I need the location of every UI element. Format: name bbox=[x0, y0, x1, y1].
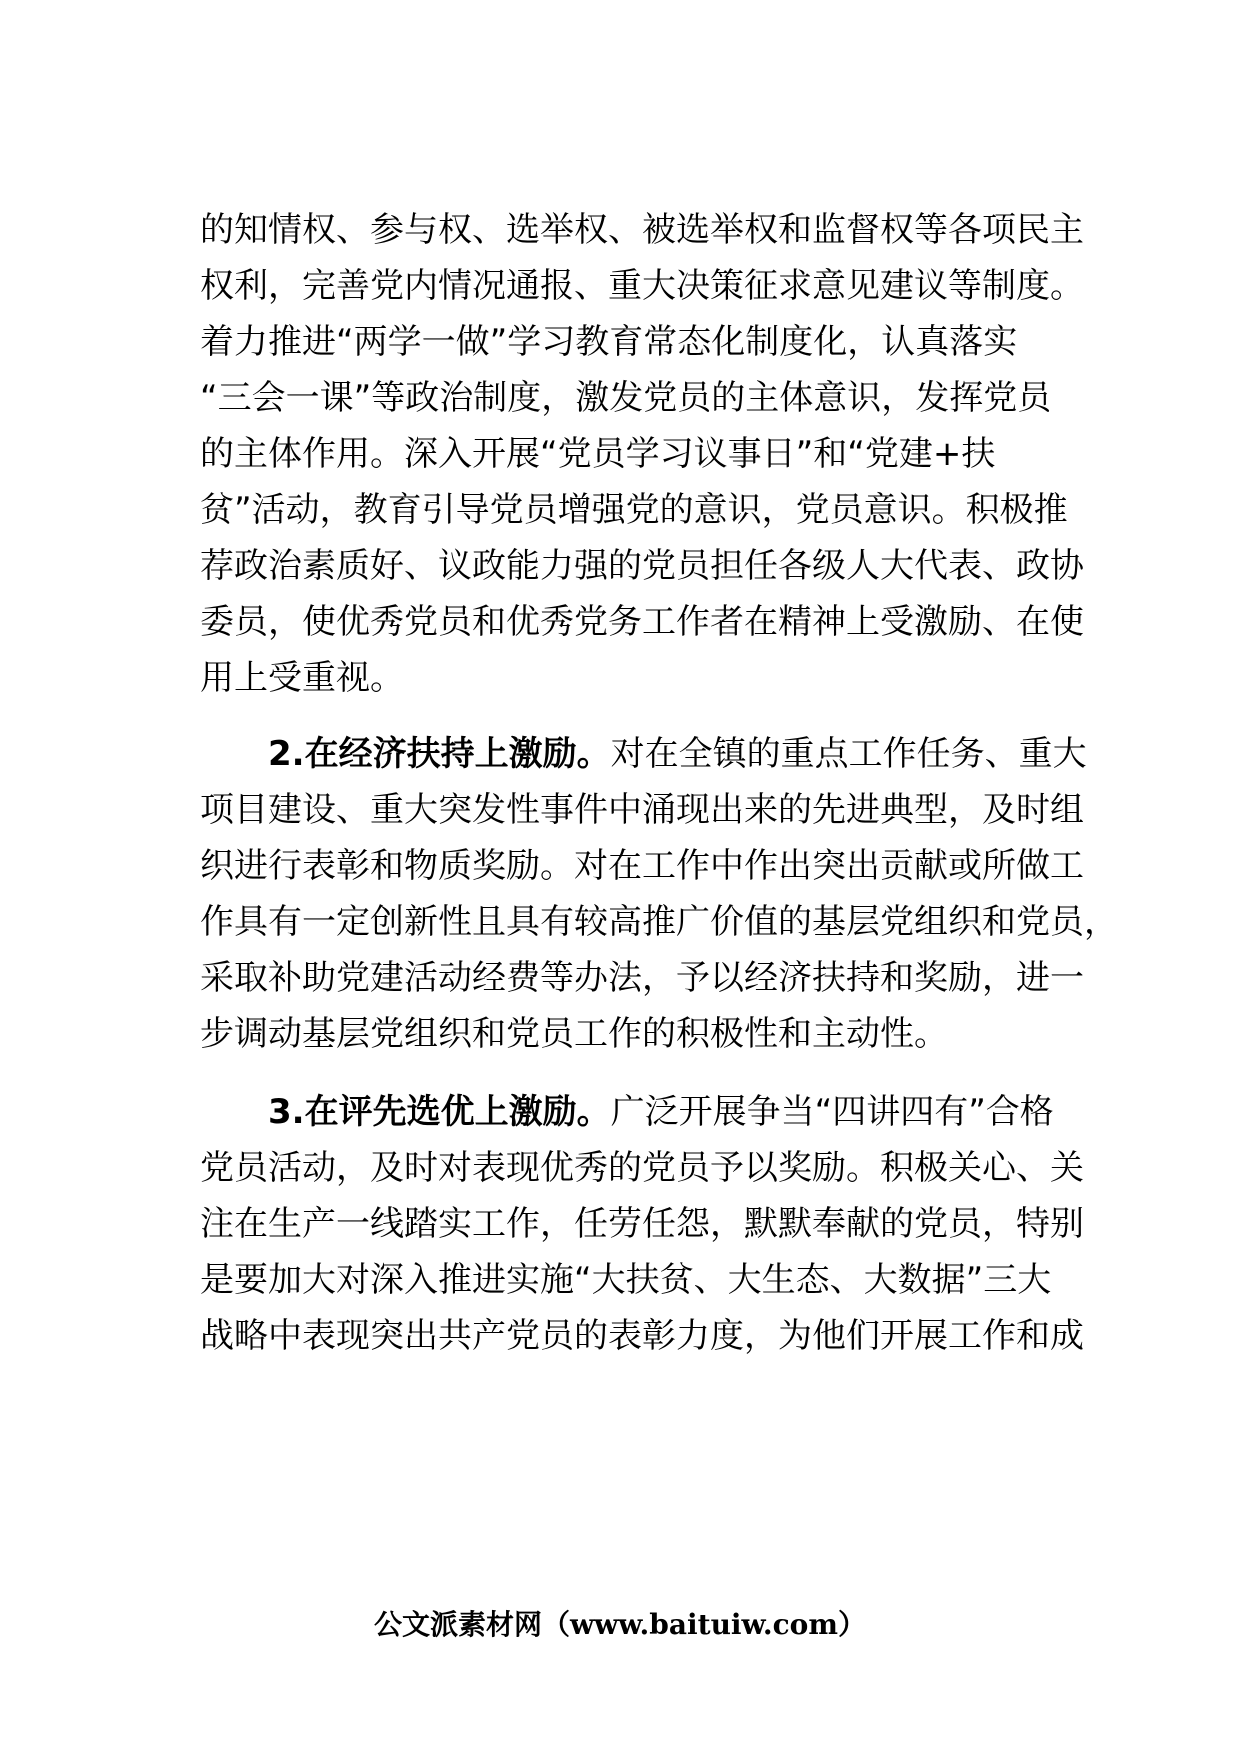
paragraph-line: “三会一课”等政治制度，激发党员的主体意识，发挥党员 bbox=[200, 378, 1052, 418]
paragraph-line: 党员活动，及时对表现优秀的党员予以奖励。积极关心、关 bbox=[200, 1148, 1084, 1188]
section-heading: 3.在评先选优上激励。 bbox=[268, 1092, 611, 1132]
paragraph-line: 贫”活动，教育引导党员增强党的意识，党员意识。积极推 bbox=[200, 490, 1068, 530]
section-heading: 2.在经济扶持上激励。 bbox=[268, 734, 611, 774]
paragraph-line: 权利，完善党内情况通报、重大决策征求意见建议等制度。 bbox=[200, 266, 1084, 306]
paragraph-line: 是要加大对深入推进实施“大扶贫、大生态、大数据”三大 bbox=[200, 1260, 1052, 1300]
paragraph-line: 着力推进“两学一做”学习教育常态化制度化，认真落实 bbox=[200, 322, 1018, 362]
paragraph-line: 的知情权、参与权、选举权、被选举权和监督权等各项民主 bbox=[200, 210, 1084, 250]
paragraph-line: 采取补助党建活动经费等办法，予以经济扶持和奖励，进一 bbox=[200, 958, 1084, 998]
paragraph-line: 织进行表彰和物质奖励。对在工作中作出突出贡献或所做工 bbox=[200, 846, 1084, 886]
page-footer: 公文派素材网（www.baituiw.com） bbox=[374, 1608, 866, 1641]
paragraph-line: 步调动基层党组织和党员工作的积极性和主动性。 bbox=[200, 1014, 948, 1054]
paragraph-line: 注在生产一线踏实工作，任劳任怨，默默奉献的党员，特别 bbox=[200, 1204, 1084, 1244]
paragraph-line: 的主体作用。深入开展“党员学习议事日”和“党建+扶 bbox=[200, 434, 996, 474]
paragraph-line: 项目建设、重大突发性事件中涌现出来的先进典型，及时组 bbox=[200, 790, 1084, 830]
paragraph-line: 作具有一定创新性且具有较高推广价值的基层党组织和党员， bbox=[200, 902, 1118, 942]
paragraph-line: 委员，使优秀党员和优秀党务工作者在精神上受激励、在使 bbox=[200, 602, 1084, 642]
paragraph-line: 荐政治素质好、议政能力强的党员担任各级人大代表、政协 bbox=[200, 546, 1084, 586]
paragraph-line: 战略中表现突出共产党员的表彰力度，为他们开展工作和成 bbox=[200, 1316, 1084, 1356]
section-heading-line: 2.在经济扶持上激励。对在全镇的重点工作任务、重大 bbox=[268, 734, 1087, 774]
paragraph-line: 用上受重视。 bbox=[200, 658, 404, 698]
section-heading-line: 3.在评先选优上激励。广泛开展争当“四讲四有”合格 bbox=[268, 1092, 1054, 1132]
